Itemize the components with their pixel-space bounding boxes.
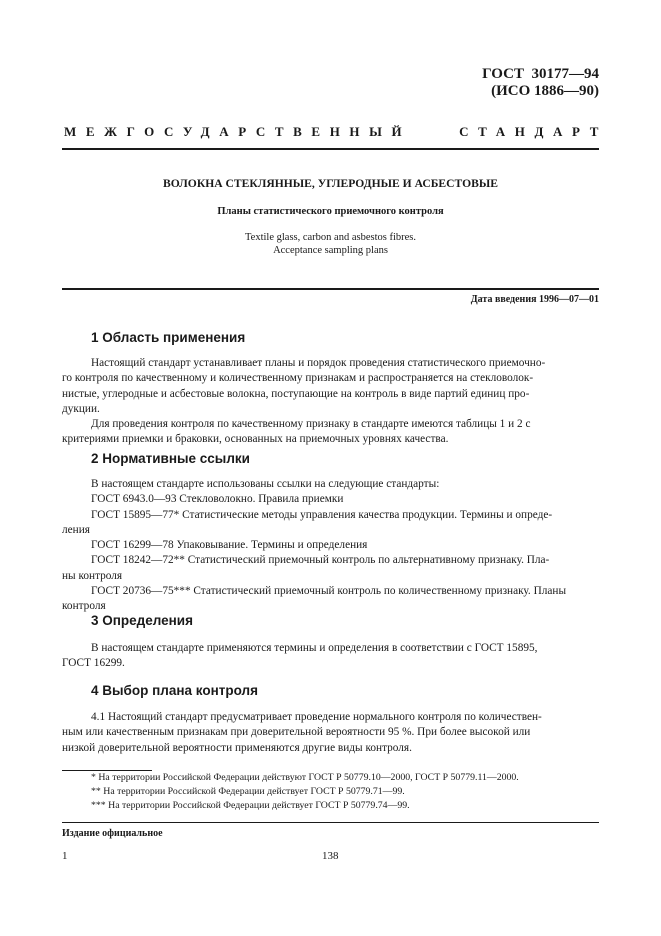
standard-designation — [482, 66, 599, 100]
text-line: ГОСТ 18242—72** Статистический приемочный контроль по альтернативному признаку. Пла- — [91, 554, 550, 567]
section-3-heading: 3 Определения — [91, 613, 193, 628]
text-line: ГОСТ 15895—77* Статистические методы управления качества продукции. Термины и опреде- — [91, 508, 553, 521]
text-line: го контроля по качественному и количественному признакам и распространяется на стекловолок- — [62, 372, 534, 385]
section-1-body — [62, 356, 599, 448]
section-3-body — [62, 641, 599, 672]
section-2-body — [62, 477, 599, 615]
text-line: В настоящем стандарте использованы ссылки на следующие стандарты: — [91, 478, 440, 490]
text-line: ГОСТ 16299—78 Упаковывание. Термины и определения — [91, 539, 368, 552]
document-subtitle: Планы статистического приемочного контроля — [217, 206, 444, 217]
text-line: низкой доверительной вероятности применяются другие виды контроля. — [62, 741, 412, 754]
designation-iso: (ИСО 1886—90) — [491, 83, 599, 99]
text-line: ления — [62, 523, 90, 536]
footnote-rule — [62, 770, 152, 771]
section-number: 1 — [62, 850, 68, 862]
text-line: ным или качественным признакам при доверительной вероятности 95 %. При более высокой или — [62, 726, 531, 739]
document-title: ВОЛОКНА СТЕКЛЯННЫЕ, УГЛЕРОДНЫЕ И АСБЕСТОВЫЕ — [162, 177, 498, 190]
banner-word-standard: СТАНДАРТ — [459, 124, 608, 139]
footnote-2: ** На территории Российской Федерации действует ГОСТ Р 50779.71—99. — [91, 786, 405, 797]
english-title-line: Textile glass, carbon and asbestos fibres. — [244, 232, 416, 243]
footnote-1: * На территории Российской Федерации действуют ГОСТ Р 50779.10—2000, ГОСТ Р 50779.11—2000. — [91, 772, 519, 783]
text-line: 4.1 Настоящий стандарт предусматривает проведение нормального контроля по количествен- — [91, 711, 542, 723]
section-4-body — [62, 710, 599, 756]
text-line: ГОСТ 6943.0—93 Стекловолокно. Правила приемки — [91, 493, 344, 506]
text-line: ГОСТ 16299. — [62, 657, 125, 670]
english-title — [62, 231, 599, 257]
official-edition-label: Издание официальное — [62, 828, 163, 839]
introduction-date: Дата введения 1996—07—01 — [470, 294, 599, 305]
page-number: 138 — [322, 850, 339, 862]
section-4-heading: 4 Выбор плана контроля — [91, 683, 258, 698]
banner-word-interstate: МЕЖГОСУДАРСТВЕННЫЙ — [64, 124, 412, 139]
text-line: нистые, углеродные и асбестовые волокна, поступающие на контроль в виде партий единиц про- — [62, 387, 530, 400]
title-rule — [62, 288, 599, 290]
text-line: Настоящий стандарт устанавливает планы и порядок проведения статистического приемочно- — [91, 357, 546, 369]
text-line: ны контроля — [62, 569, 123, 582]
text-line: дукции. — [62, 402, 100, 415]
header-rule — [62, 148, 599, 150]
section-1-heading: 1 Область применения — [91, 330, 246, 345]
footer-rule — [62, 822, 599, 823]
text-line: В настоящем стандарте применяются термины и определения в соответствии с ГОСТ 15895, — [91, 642, 538, 654]
footnote-3: *** На территории Российской Федерации действует ГОСТ Р 50779.74—99. — [91, 800, 410, 811]
english-title-line: Acceptance sampling plans — [273, 245, 388, 256]
interstate-standard-banner — [64, 124, 608, 140]
text-line: ГОСТ 20736—75*** Статистический приемочный контроль по количественному признаку. Планы — [91, 585, 567, 598]
section-2-heading: 2 Нормативные ссылки — [91, 451, 250, 466]
text-line: контроля — [62, 600, 106, 613]
text-line: критериями приемки и браковки, основанных на приемочных уровнях качества. — [62, 433, 449, 446]
text-line: Для проведения контроля по качественному признаку в стандарте имеются таблицы 1 и 2 с — [91, 418, 531, 431]
designation-gost: ГОСТ 30177—94 — [482, 66, 599, 82]
